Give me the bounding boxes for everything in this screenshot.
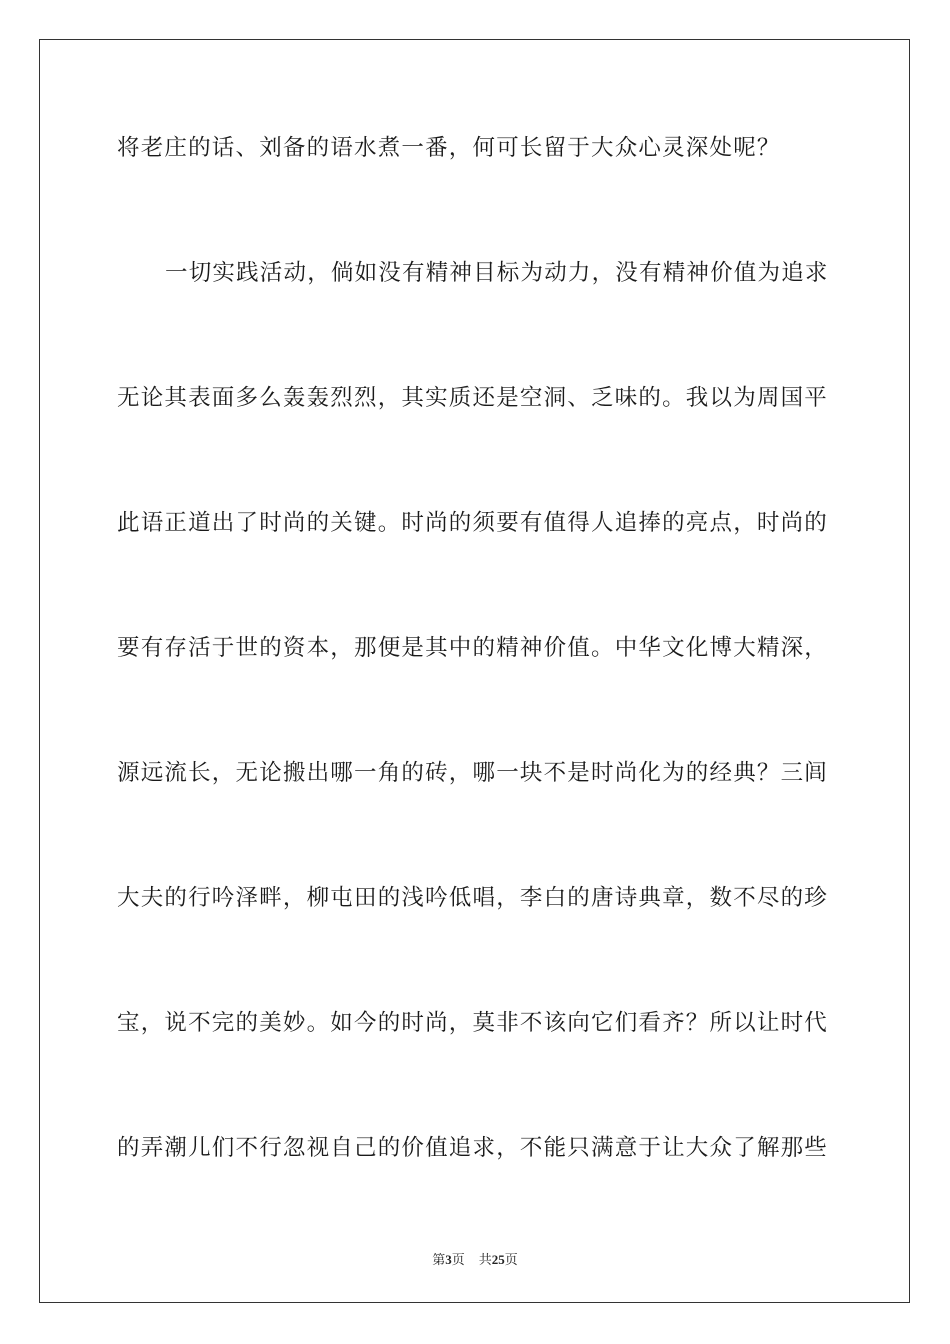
page-suffix: 页 <box>451 1252 465 1267</box>
text-line-7: 大夫的行吟泽畔，柳屯田的浅吟低唱，李白的唐诗典章，数不尽的珍 <box>117 885 829 911</box>
text-line-3: 无论其表面多么轰轰烈烈，其实质还是空洞、乏味的。我以为周国平 <box>117 385 829 411</box>
total-suffix: 页 <box>504 1252 518 1267</box>
text-line-6: 源远流长，无论搬出哪一角的砖，哪一块不是时尚化为的经典？三闾 <box>117 760 829 786</box>
page-number: 3 <box>445 1252 452 1267</box>
text-line-9: 的弄潮儿们不行忽视自己的价值追求，不能只满意于让大众了解那些 <box>117 1135 829 1161</box>
text-line-1: 将老庄的话、刘备的语水煮一番，何可长留于大众心灵深处呢？ <box>117 135 781 161</box>
page-footer <box>0 1249 950 1268</box>
text-line-5: 要有存活于世的资本，那便是其中的精神价值。中华文化博大精深， <box>117 635 829 661</box>
page-prefix: 第 <box>432 1252 446 1267</box>
text-line-4: 此语正道出了时尚的关键。时尚的须要有值得人追捧的亮点，时尚的 <box>117 510 829 536</box>
text-line-8: 宝，说不完的美妙。如今的时尚，莫非不该向它们看齐？所以让时代 <box>117 1010 829 1036</box>
text-line-2: 一切实践活动，倘如没有精神目标为动力，没有精神价值为追求 <box>165 260 829 286</box>
total-prefix: 共 <box>478 1252 492 1267</box>
total-pages: 25 <box>491 1252 505 1267</box>
page-border <box>39 39 910 1303</box>
